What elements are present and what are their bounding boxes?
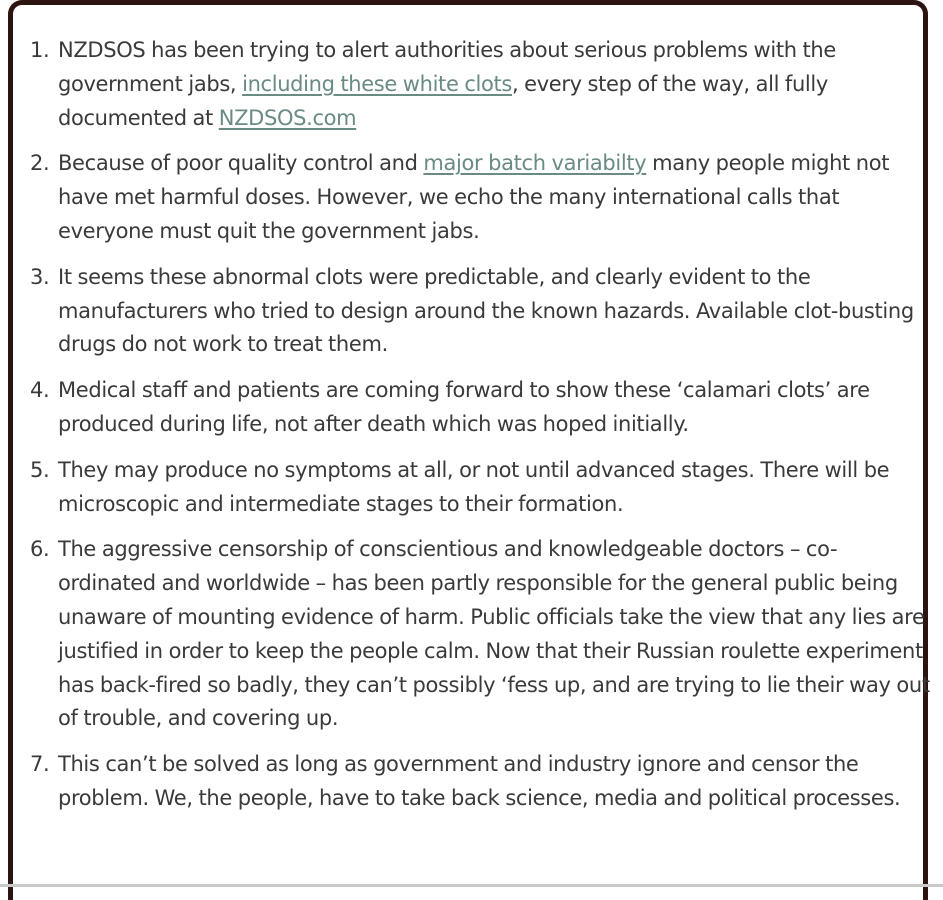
item-text: many people might not have met harmful doses. However, we echo the many international calls that everyone must quit the government jabs. [58, 151, 890, 243]
item-text: Medical staff and patients are coming forward to show these ‘calamari clots’ are produced during life, not after death which was hoped initially. [58, 378, 870, 436]
item-text: The aggressive censorship of conscientious and knowledgeable doctors – co-ordinated and worldwide – has been partly responsible for the general public being unaware of mounting evidence of harm. Public officials take the view that any lies are justified in order to keep the people calm. Now that their Russian roulette experiment has back-fired so badly, they can’t possibly ‘fess up, and are trying to lie their way out of trouble, and covering up. [58, 537, 930, 731]
list-item [30, 533, 935, 736]
white-clots-link[interactable]: including these white clots [242, 71, 512, 96]
list-item [30, 454, 935, 522]
item-number: 3. [30, 264, 50, 289]
nzdsos-link[interactable]: NZDSOS.com [218, 105, 357, 130]
item-text: , every step of the way, all fully documented at [58, 71, 828, 130]
item-number: 5. [30, 457, 50, 482]
item-text: This can’t be solved as long as government and industry ignore and censor the problem. We, the people, have to take back science, media and political processes. [58, 752, 901, 810]
item-number: 2. [30, 151, 50, 176]
item-number: 6. [30, 537, 50, 562]
item-number: 1. [30, 38, 50, 62]
item-text: Because of poor quality control and [58, 151, 424, 176]
item-text: NZDSOS has been trying to alert authorities about serious problems with the government jabs, [58, 38, 836, 96]
list-item [30, 261, 935, 362]
list-item [30, 374, 935, 442]
item-number: 4. [30, 378, 50, 403]
item-text: It seems these abnormal clots were predictable, and clearly evident to the manufacturers who tried to design around the known hazards. Available clot-busting drugs do not work to treat them. [58, 264, 914, 357]
list-item [30, 34, 935, 135]
list-item [30, 147, 935, 248]
list-item [30, 748, 935, 816]
item-number: 7. [30, 752, 50, 777]
batch-variability-link[interactable]: major batch variabilty [423, 151, 647, 176]
item-text: They may produce no symptoms at all, or not until advanced stages. There will be microscopic and intermediate stages to their formation. [58, 457, 890, 516]
numbered-list [30, 34, 935, 828]
